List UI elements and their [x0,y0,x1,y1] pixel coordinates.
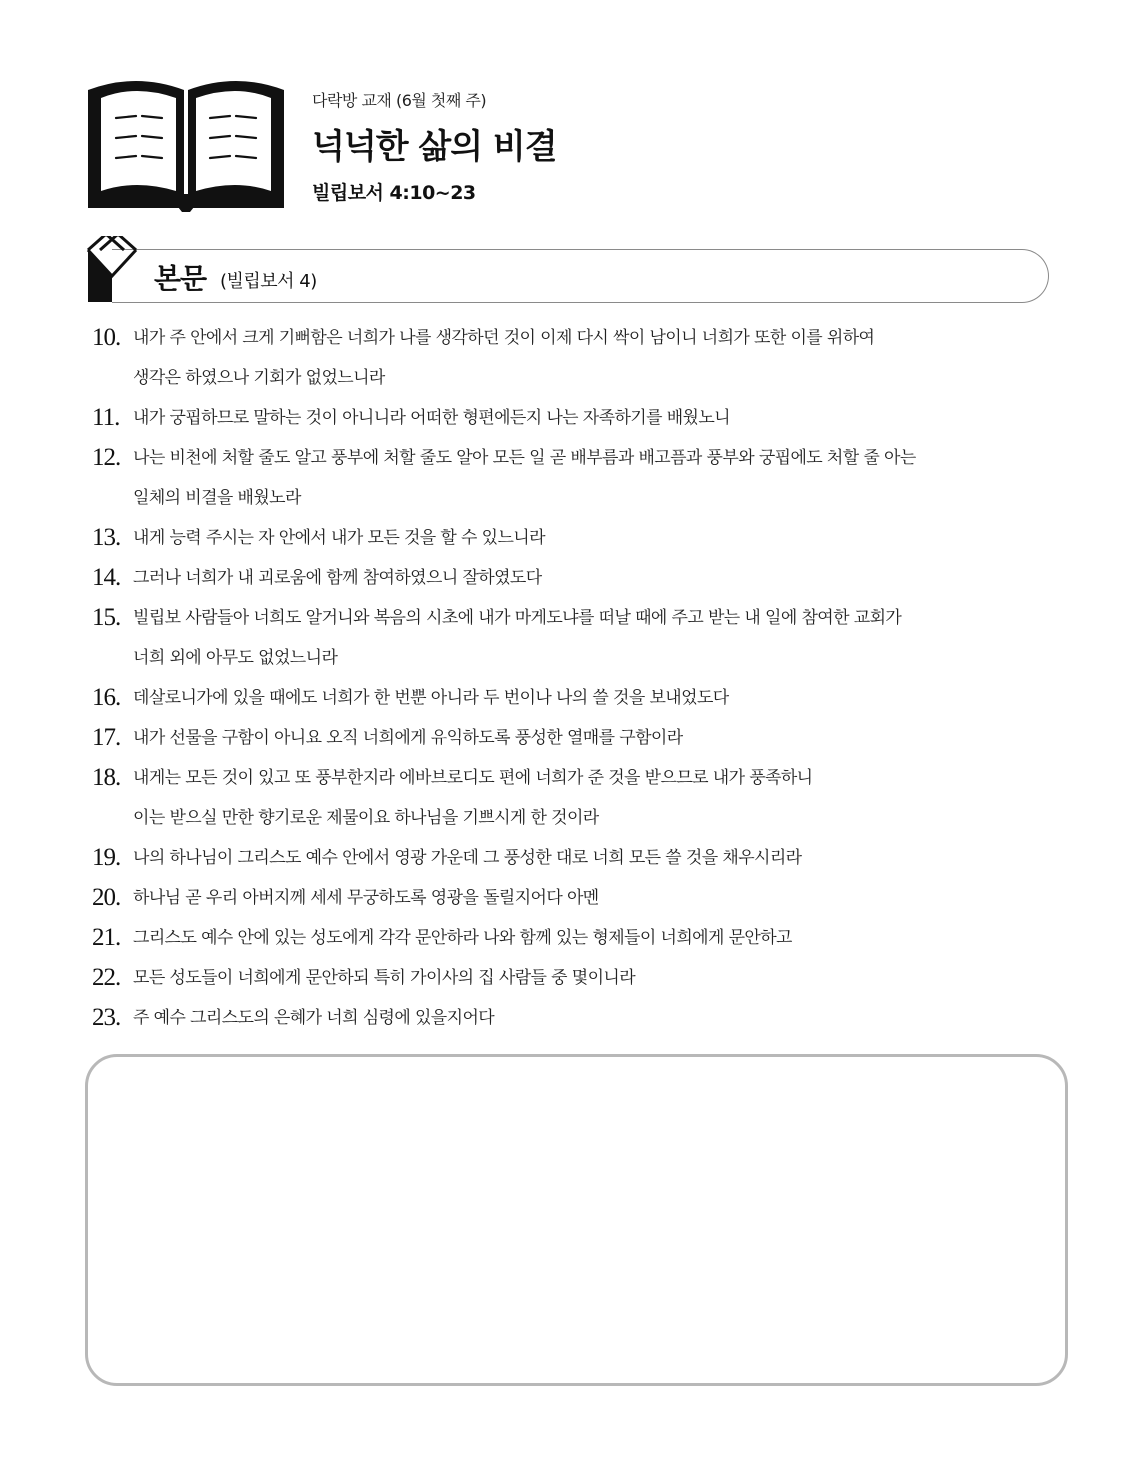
verse-list [92,318,1052,1038]
verse-number: 22. [92,964,121,991]
verse-text: 그러나 너희가 내 괴로움에 함께 참여하였으니 잘하였도다 [133,568,542,588]
section-subtitle: (빌립보서 4) [220,271,317,292]
verse-number: 21. [92,924,121,951]
verse-text: 내가 궁핍하므로 말하는 것이 아니니라 어떠한 형편에든지 나는 자족하기를 배웠노니 [133,408,731,428]
section-title: 본문 [154,262,207,295]
verse-number: 11. [92,404,120,431]
verse-number: 17. [92,724,121,751]
verse-number: 13. [92,524,121,551]
verse-text: 내가 주 안에서 크게 기뻐함은 너희가 나를 생각하던 것이 이제 다시 싹이 남이니 너희가 또한 이를 위하여 생각은 하였으나 기회가 없었느니라 [133,328,875,388]
verse-number: 19. [92,844,121,871]
verse-item [92,998,1052,1038]
verse-text: 내가 선물을 구함이 아니요 오직 너희에게 유익하도록 풍성한 열매를 구함이라 [133,728,683,748]
verse-text: 주 예수 그리스도의 은혜가 너희 심령에 있을지어다 [133,1008,495,1028]
verse-text: 내게는 모든 것이 있고 또 풍부한지라 에바브로디도 편에 너희가 준 것을 받으므로 내가 풍족하니 이는 받으실 만한 향기로운 제물이요 하나님을 기쁘시게 한 것이라 [133,768,813,828]
verse-item [92,758,1052,838]
verse-text: 빌립보 사람들아 너희도 알거니와 복음의 시초에 내가 마게도냐를 떠날 때에 주고 받는 내 일에 참여한 교회가 너희 외에 아무도 없었느니라 [133,608,902,668]
verse-number: 12. [92,444,121,471]
verse-number: 20. [92,884,121,911]
verse-text: 나의 하나님이 그리스도 예수 안에서 영광 가운데 그 풍성한 대로 너희 모든 쓸 것을 채우시리라 [133,848,802,868]
header [312,88,557,205]
verse-item [92,518,1052,558]
verse-text: 데살로니가에 있을 때에도 너희가 한 번뿐 아니라 두 번이나 나의 쓸 것을 보내었도다 [133,688,729,708]
verse-item [92,838,1052,878]
verse-item [92,718,1052,758]
checkmark-diamond-icon [78,236,140,304]
verse-text: 하나님 곧 우리 아버지께 세세 무궁하도록 영광을 돌릴지어다 아멘 [133,888,599,908]
verse-item [92,918,1052,958]
notes-box [85,1054,1068,1386]
verse-number: 10. [92,324,121,351]
verse-item [92,438,1052,518]
verse-number: 16. [92,684,121,711]
verse-item [92,958,1052,998]
open-book-icon [86,76,286,216]
verse-item [92,558,1052,598]
verse-number: 15. [92,604,121,631]
verse-text: 나는 비천에 처할 줄도 알고 풍부에 처할 줄도 알아 모든 일 곧 배부름과 배고픔과 풍부와 궁핍에도 처할 줄 아는 일체의 비결을 배웠노라 [133,448,916,508]
verse-item [92,678,1052,718]
page-title: 넉넉한 삶의 비결 [312,127,557,167]
verse-number: 23. [92,1004,121,1031]
verse-number: 18. [92,764,121,791]
scripture-reference: 빌립보서 4:10~23 [312,182,476,204]
verse-number: 14. [92,564,121,591]
header-subtitle: 다락방 교재 (6월 첫째 주) [312,91,487,110]
verse-item [92,318,1052,398]
verse-item [92,398,1052,438]
verse-text: 모든 성도들이 너희에게 문안하되 특히 가이사의 집 사람들 중 몇이니라 [133,968,636,988]
verse-text: 내게 능력 주시는 자 안에서 내가 모든 것을 할 수 있느니라 [133,528,545,548]
verse-item [92,598,1052,678]
verse-item [92,878,1052,918]
verse-text: 그리스도 예수 안에 있는 성도에게 각각 문안하라 나와 함께 있는 형제들이 너희에게 문안하고 [133,928,792,948]
